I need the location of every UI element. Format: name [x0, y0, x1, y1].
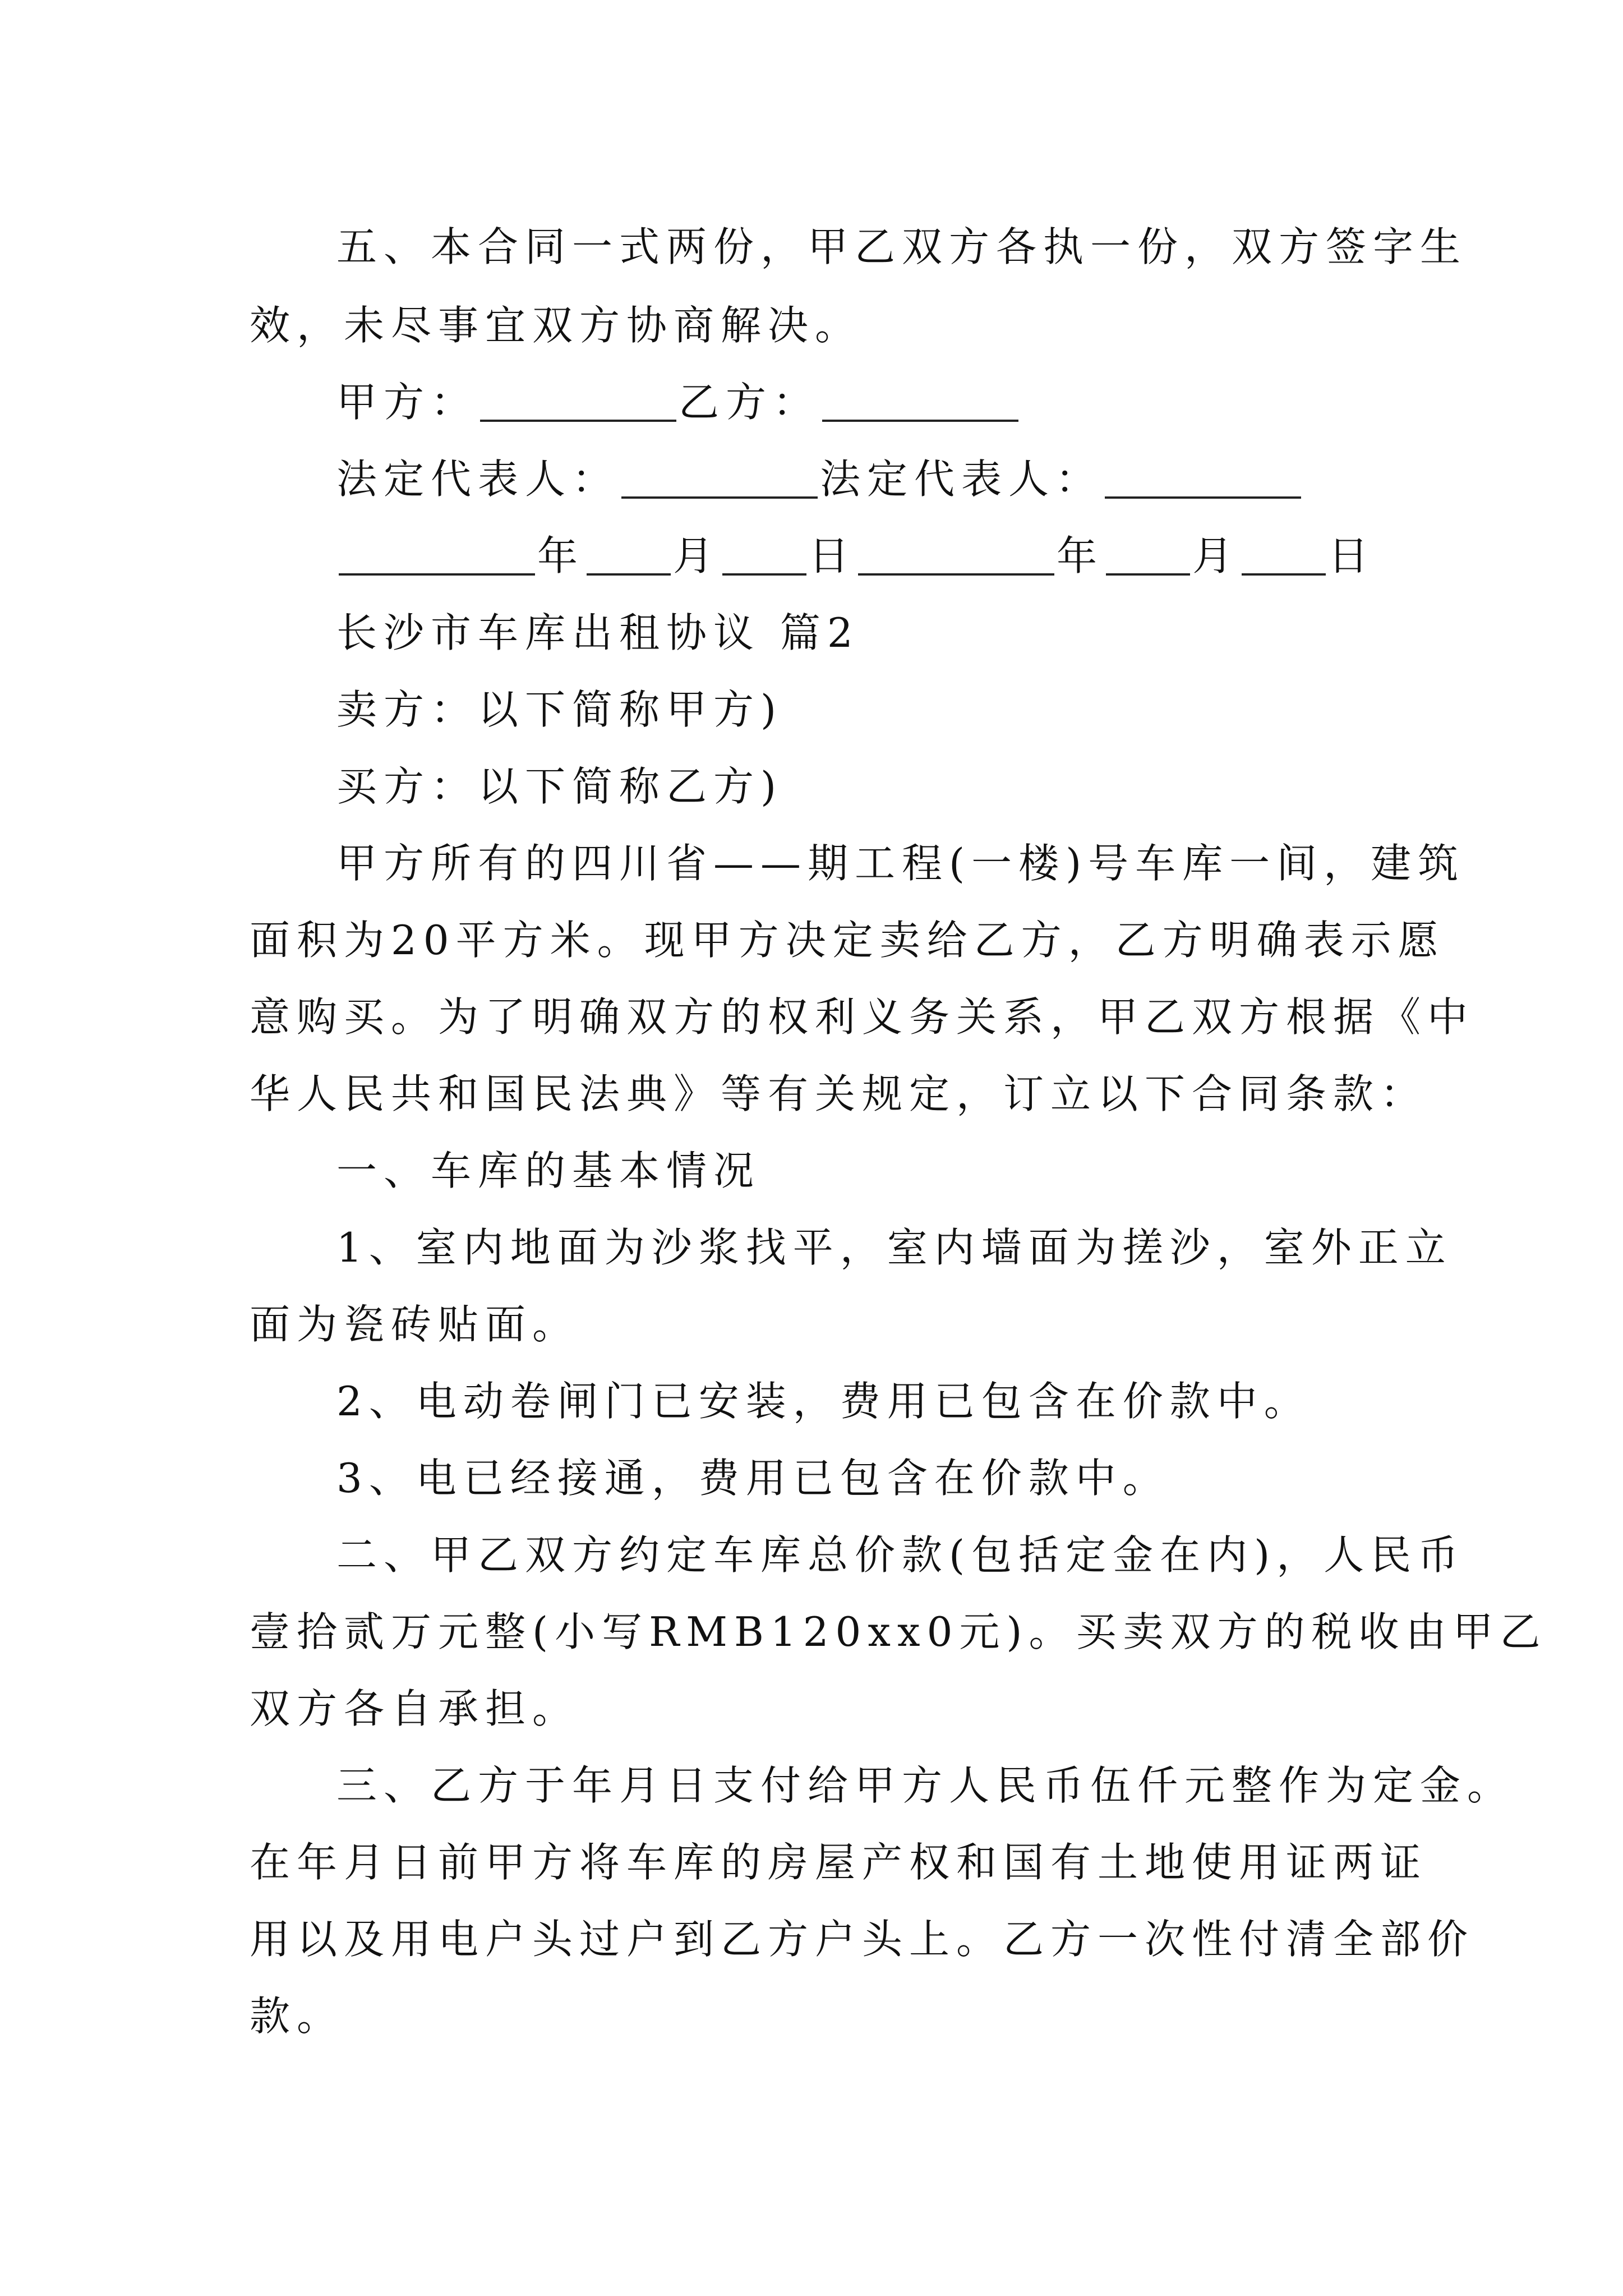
rep-b-blank [1105, 456, 1301, 499]
paragraph-line: 五、本合同一式两份，甲乙双方各执一份，双方签字生 [336, 223, 1468, 270]
date-b-month-blank [1106, 533, 1190, 576]
paragraph-line: 双方各自承担。 [250, 1685, 580, 1732]
rep-b-label: 法定代表人： [820, 455, 1103, 503]
paragraph-line: 二、甲乙双方约定车库总价款(包括定金在内)，人民币 [336, 1531, 1465, 1579]
paragraph-line: 甲方所有的四川省——期工程(一楼)号车库一间，建筑 [336, 840, 1465, 887]
paragraph-line: 款。 [250, 1993, 344, 2040]
paragraph-line: 意购买。为了明确双方的权利义务关系，甲乙双方根据《中 [250, 993, 1475, 1041]
date-b-year-blank [858, 533, 1054, 576]
date-month-label: 月 [1192, 532, 1240, 579]
section-heading: 一、车库的基本情况 [336, 1147, 761, 1194]
party-b-blank [822, 379, 1018, 422]
date-day-label: 日 [1328, 532, 1376, 579]
party-a-blank [480, 379, 676, 422]
paragraph-line: 面为瓷砖贴面。 [250, 1301, 580, 1348]
date-day-label: 日 [809, 532, 856, 579]
date-year-label: 年 [537, 532, 585, 579]
paragraph-line: 在年月日前甲方将车库的房屋产权和国有土地使用证两证 [250, 1839, 1428, 1886]
date-year-label: 年 [1057, 532, 1104, 579]
paragraph-line: 买方：以下简称乙方) [336, 763, 783, 810]
paragraph-line: 3、电已经接通，费用已包含在价款中。 [336, 1455, 1170, 1502]
date-a-day-blank [722, 533, 806, 576]
paragraph-line: 1、室内地面为沙浆找平，室内墙面为搓沙，室外正立 [336, 1224, 1453, 1271]
paragraph-line: 华人民共和国民法典》等有关规定，订立以下合同条款： [250, 1070, 1428, 1117]
paragraph-line: 面积为20平方米。现甲方决定卖给乙方，乙方明确表示愿 [250, 917, 1445, 964]
signature-date-row [336, 522, 1388, 590]
date-month-label: 月 [673, 532, 721, 579]
section-title: 长沙市车库出租协议 篇2 [336, 609, 860, 656]
paragraph-line: 用以及用电户头过户到乙方户头上。乙方一次性付清全部价 [250, 1916, 1475, 1963]
party-a-label: 甲方： [336, 379, 478, 426]
date-a-month-blank [587, 533, 671, 576]
paragraph-line: 2、电动卷闸门已安装，费用已包含在价款中。 [336, 1378, 1311, 1425]
paragraph-line: 壹拾贰万元整(小写RMB120xx0元)。买卖双方的税收由甲乙 [250, 1608, 1547, 1655]
date-b-day-blank [1242, 533, 1326, 576]
paragraph-line: 卖方：以下简称甲方) [336, 686, 783, 733]
signature-rep-row [336, 445, 1388, 513]
rep-a-blank [621, 456, 818, 499]
paragraph-line: 效，未尽事宜双方协商解决。 [250, 302, 863, 349]
paragraph-line: 三、乙方于年月日支付给甲方人民币伍仟元整作为定金。 [336, 1762, 1515, 1809]
date-a-year-blank [339, 533, 535, 576]
rep-a-label: 法定代表人： [336, 455, 620, 503]
signature-party-row [336, 369, 1388, 436]
party-b-label: 乙方： [679, 379, 820, 426]
